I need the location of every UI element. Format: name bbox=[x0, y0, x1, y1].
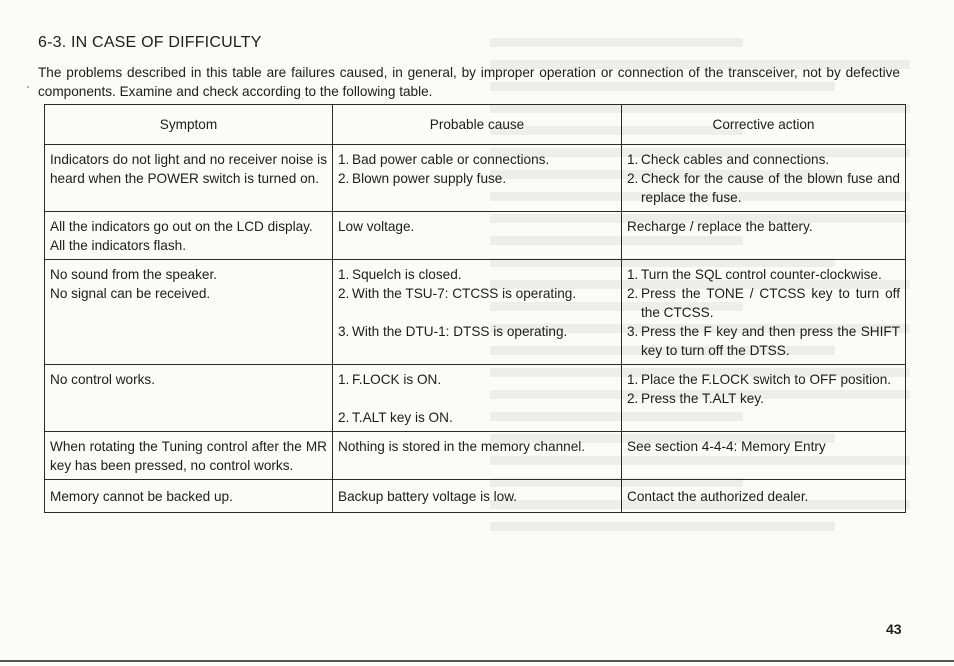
table-row bbox=[45, 365, 906, 432]
cause-text: Backup battery voltage is low. bbox=[338, 489, 518, 504]
list-item bbox=[338, 284, 616, 303]
item-text: Place the F.LOCK switch to OFF position. bbox=[641, 372, 892, 387]
cause-cell bbox=[333, 145, 622, 212]
item-number: 3. bbox=[338, 324, 350, 339]
table-header-row bbox=[45, 105, 906, 145]
list-item bbox=[627, 265, 900, 284]
cause-cell bbox=[333, 260, 622, 365]
list-item bbox=[338, 408, 616, 427]
header-probable-cause: Probable cause bbox=[333, 105, 622, 145]
item-number: 1. bbox=[627, 152, 639, 167]
symptom-cell bbox=[45, 365, 333, 432]
page-number: 43 bbox=[886, 621, 902, 637]
symptom-text: All the indicators go out on the LCD display. bbox=[50, 219, 313, 234]
item-text: Blown power supply fuse. bbox=[352, 171, 507, 186]
action-cell bbox=[622, 365, 906, 432]
action-cell bbox=[622, 432, 906, 480]
section-heading: 6-3. IN CASE OF DIFFICULTY bbox=[38, 34, 262, 51]
item-text: Press the TONE / CTCSS key to turn off the CTCSS. bbox=[641, 286, 900, 320]
symptom-text: Memory cannot be backed up. bbox=[50, 489, 233, 504]
symptom-text: No control works. bbox=[50, 372, 156, 387]
symptom-cell bbox=[45, 145, 333, 212]
item-text: F.LOCK is ON. bbox=[352, 372, 442, 387]
item-number: 2. bbox=[627, 171, 639, 186]
item-number: 2. bbox=[338, 171, 350, 186]
symptom-cell bbox=[45, 260, 333, 365]
header-corrective-action: Corrective action bbox=[622, 105, 906, 145]
cause-text: Low voltage. bbox=[338, 219, 415, 234]
list-item bbox=[627, 150, 900, 169]
list-item bbox=[338, 322, 616, 341]
item-text: With the DTU-1: DTSS is operating. bbox=[352, 324, 568, 339]
list-item bbox=[627, 322, 900, 360]
cause-cell bbox=[333, 212, 622, 260]
item-text: With the TSU-7: CTCSS is operating. bbox=[352, 286, 577, 301]
item-text: Turn the SQL control counter-clockwise. bbox=[641, 267, 882, 282]
list-item bbox=[627, 389, 900, 408]
item-number: 3. bbox=[627, 324, 639, 339]
item-text: Bad power cable or connections. bbox=[352, 152, 550, 167]
cause-cell bbox=[333, 365, 622, 432]
symptom-cell bbox=[45, 432, 333, 480]
item-number: 1. bbox=[338, 152, 350, 167]
action-text: See section 4-4-4: Memory Entry bbox=[627, 439, 826, 454]
table-row bbox=[45, 432, 906, 480]
table-row bbox=[45, 260, 906, 365]
action-cell bbox=[622, 145, 906, 212]
list-item bbox=[627, 370, 900, 389]
item-number: 1. bbox=[627, 372, 639, 387]
item-text: Check for the cause of the blown fuse and replace the fuse. bbox=[641, 171, 900, 205]
symptom-text: No sound from the speaker. bbox=[50, 267, 217, 282]
symptom-text: All the indicators flash. bbox=[50, 238, 187, 253]
list-item bbox=[338, 265, 616, 284]
symptom-cell bbox=[45, 212, 333, 260]
item-text: Press the F key and then press the SHIFT key to turn off the DTSS. bbox=[641, 324, 900, 358]
list-item bbox=[338, 370, 616, 389]
header-symptom: Symptom bbox=[45, 105, 333, 145]
action-text: Recharge / replace the battery. bbox=[627, 219, 813, 234]
speck bbox=[27, 86, 29, 88]
table-row bbox=[45, 480, 906, 513]
action-cell bbox=[622, 260, 906, 365]
item-number: 1. bbox=[627, 267, 639, 282]
symptom-text: When rotating the Tuning control after the MR key has been pressed, no control works. bbox=[50, 439, 327, 473]
list-item bbox=[627, 284, 900, 322]
list-item bbox=[627, 169, 900, 207]
item-number: 1. bbox=[338, 267, 350, 282]
list-item bbox=[338, 150, 616, 169]
item-text: Squelch is closed. bbox=[352, 267, 462, 282]
item-text: Press the T.ALT key. bbox=[641, 391, 764, 406]
table-row bbox=[45, 212, 906, 260]
symptom-cell bbox=[45, 480, 333, 513]
bottom-rule bbox=[0, 660, 954, 662]
list-item bbox=[338, 169, 616, 188]
action-cell bbox=[622, 480, 906, 513]
intro-paragraph: The problems described in this table are failures caused, in general, by improper operation or connection of the transceiver, not by defective components. Examine and check according to the following table. bbox=[38, 65, 900, 99]
item-text: T.ALT key is ON. bbox=[352, 410, 453, 425]
table-row bbox=[45, 145, 906, 212]
action-text: Contact the authorized dealer. bbox=[627, 489, 809, 504]
cause-text: Nothing is stored in the memory channel. bbox=[338, 439, 586, 454]
symptom-text: Indicators do not light and no receiver noise is heard when the POWER switch is turned on. bbox=[50, 152, 327, 186]
item-number: 2. bbox=[338, 286, 350, 301]
symptom-text: No signal can be received. bbox=[50, 286, 211, 301]
action-cell bbox=[622, 212, 906, 260]
cause-cell bbox=[333, 432, 622, 480]
item-text: Check cables and connections. bbox=[641, 152, 830, 167]
item-number: 2. bbox=[627, 286, 639, 301]
item-number: 2. bbox=[338, 410, 350, 425]
troubleshooting-table bbox=[44, 104, 906, 513]
item-number: 1. bbox=[338, 372, 350, 387]
cause-cell bbox=[333, 480, 622, 513]
item-number: 2. bbox=[627, 391, 639, 406]
